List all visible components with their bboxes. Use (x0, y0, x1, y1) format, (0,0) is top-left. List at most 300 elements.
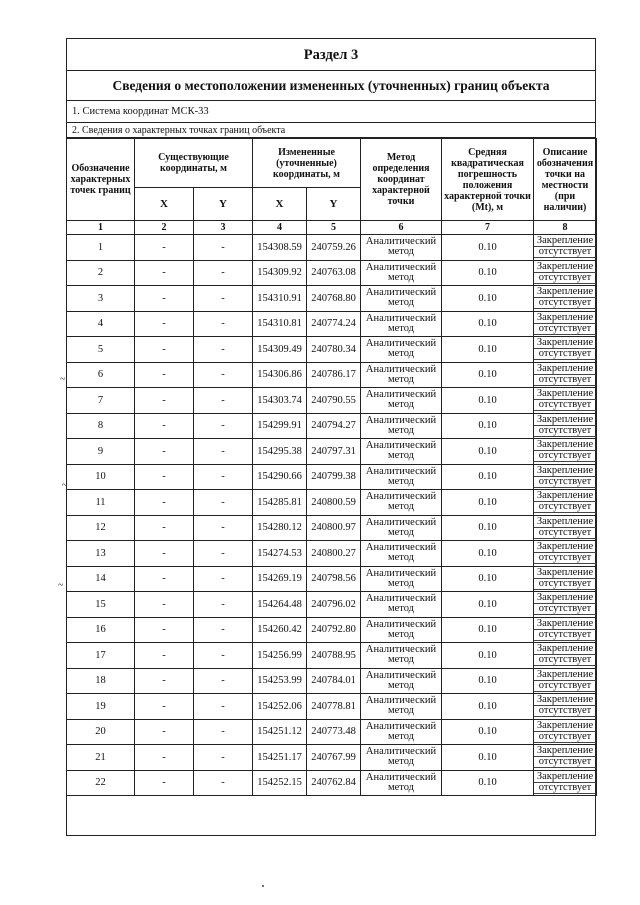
existing-y: - (194, 388, 253, 414)
accuracy-value: 0.10 (442, 541, 534, 567)
description-cell (534, 515, 597, 541)
accuracy-value: 0.10 (442, 566, 534, 592)
existing-y: - (194, 286, 253, 312)
table-row (67, 541, 597, 567)
changed-y: 240784.01 (307, 668, 361, 694)
description-line: Закрепление (536, 770, 594, 782)
method-cell (361, 490, 442, 516)
existing-y: - (194, 541, 253, 567)
method-line: метод (387, 348, 415, 360)
method-line: метод (387, 679, 415, 691)
accuracy-value: 0.10 (442, 413, 534, 439)
method-cell (361, 260, 442, 286)
method-line: Аналитический (365, 338, 437, 350)
accuracy-value: 0.10 (442, 490, 534, 516)
point-number: 2 (67, 260, 135, 286)
changed-y: 240774.24 (307, 311, 361, 337)
method-line: метод (387, 322, 415, 334)
existing-y: - (194, 235, 253, 261)
existing-x: - (135, 515, 194, 541)
changed-y: 240759.26 (307, 235, 361, 261)
description-line: отсутствует (534, 552, 596, 564)
changed-x: 154309.92 (253, 260, 307, 286)
changed-y: 240780.34 (307, 337, 361, 363)
changed-y: 240800.97 (307, 515, 361, 541)
method-line: метод (387, 246, 415, 258)
existing-x: - (135, 388, 194, 414)
table-row (67, 337, 597, 363)
method-line: метод (387, 399, 415, 411)
method-line: метод (387, 424, 415, 436)
point-number: 21 (67, 745, 135, 771)
method-line: Аналитический (365, 644, 437, 656)
description-cell (534, 439, 597, 465)
table-row (67, 490, 597, 516)
method-line: Аналитический (365, 363, 437, 375)
existing-x: - (135, 439, 194, 465)
existing-y: - (194, 337, 253, 363)
existing-x: - (135, 286, 194, 312)
existing-y: - (194, 617, 253, 643)
accuracy-value: 0.10 (442, 388, 534, 414)
existing-y: - (194, 566, 253, 592)
description-line: отсутствует (534, 450, 596, 462)
table-row (67, 745, 597, 771)
header-changed-coords: Измененные (уточненные) координаты, м (253, 139, 361, 188)
existing-x: - (135, 541, 194, 567)
page-speck (262, 885, 264, 887)
table-row (67, 566, 597, 592)
method-cell (361, 388, 442, 414)
existing-x: - (135, 592, 194, 618)
description-line: Закрепление (536, 362, 594, 374)
method-line: метод (387, 705, 415, 717)
method-cell (361, 439, 442, 465)
description-line: отсутствует (534, 348, 596, 360)
existing-x: - (135, 235, 194, 261)
description-cell (534, 643, 597, 669)
description-cell (534, 413, 597, 439)
method-line: Аналитический (365, 746, 437, 758)
changed-x: 154253.99 (253, 668, 307, 694)
header-existing-coords: Существующие координаты, м (135, 139, 253, 188)
description-cell (534, 464, 597, 490)
accuracy-value: 0.10 (442, 515, 534, 541)
points-section-line: 2. Сведения о характерных точках границ объекта (67, 123, 595, 138)
existing-x: - (135, 362, 194, 388)
method-cell (361, 719, 442, 745)
description-cell (534, 311, 597, 337)
table-row (67, 235, 597, 261)
method-line: Аналитический (365, 516, 437, 528)
method-line: Аналитический (365, 542, 437, 554)
description-cell (534, 260, 597, 286)
point-number: 17 (67, 643, 135, 669)
existing-x: - (135, 617, 194, 643)
column-number: 3 (194, 221, 253, 235)
table-row (67, 643, 597, 669)
changed-y: 240799.38 (307, 464, 361, 490)
changed-x: 154310.81 (253, 311, 307, 337)
accuracy-value: 0.10 (442, 617, 534, 643)
existing-y: - (194, 362, 253, 388)
table-row (67, 388, 597, 414)
description-line: отсутствует (534, 272, 596, 284)
point-number: 7 (67, 388, 135, 414)
existing-y: - (194, 311, 253, 337)
changed-y: 240788.95 (307, 643, 361, 669)
description-cell (534, 388, 597, 414)
description-line: Закрепление (536, 235, 594, 247)
accuracy-value: 0.10 (442, 668, 534, 694)
point-number: 18 (67, 668, 135, 694)
existing-x: - (135, 694, 194, 720)
description-line: Закрепление (536, 668, 594, 680)
margin-mark: ~ (58, 580, 64, 591)
header-method: Метод определения координат характерной точки (361, 139, 442, 221)
changed-x: 154295.38 (253, 439, 307, 465)
changed-y: 240796.02 (307, 592, 361, 618)
header-description: Описание обозначения точки на местности (при наличии) (534, 139, 597, 221)
description-line: отсутствует (534, 629, 596, 641)
accuracy-value: 0.10 (442, 694, 534, 720)
changed-x: 154280.12 (253, 515, 307, 541)
coordinate-system-line: 1. Система координат МСК-33 (67, 101, 595, 123)
accuracy-value: 0.10 (442, 286, 534, 312)
point-number: 16 (67, 617, 135, 643)
point-number: 9 (67, 439, 135, 465)
changed-y: 240786.17 (307, 362, 361, 388)
existing-x: - (135, 311, 194, 337)
changed-x: 154269.19 (253, 566, 307, 592)
table-row (67, 515, 597, 541)
changed-y: 240794.27 (307, 413, 361, 439)
existing-y: - (194, 490, 253, 516)
existing-x: - (135, 643, 194, 669)
existing-y: - (194, 592, 253, 618)
description-cell (534, 235, 597, 261)
changed-x: 154252.15 (253, 770, 307, 796)
method-cell (361, 770, 442, 796)
method-cell (361, 413, 442, 439)
table-row (67, 260, 597, 286)
description-line: Закрепление (536, 643, 594, 655)
description-line: Закрепление (536, 260, 594, 272)
method-line: метод (387, 628, 415, 640)
existing-x: - (135, 770, 194, 796)
column-number: 8 (534, 221, 597, 235)
method-line: Аналитический (365, 312, 437, 324)
description-line: отсутствует (534, 578, 596, 590)
accuracy-value: 0.10 (442, 592, 534, 618)
description-line: Закрепление (536, 439, 594, 451)
existing-y: - (194, 694, 253, 720)
existing-y: - (194, 719, 253, 745)
method-line: Аналитический (365, 771, 437, 783)
changed-x: 154252.06 (253, 694, 307, 720)
method-cell (361, 617, 442, 643)
description-line: Закрепление (536, 413, 594, 425)
table-row (67, 770, 597, 796)
changed-y: 240800.59 (307, 490, 361, 516)
method-line: метод (387, 526, 415, 538)
changed-y: 240762.84 (307, 770, 361, 796)
method-cell (361, 541, 442, 567)
existing-y: - (194, 464, 253, 490)
method-cell (361, 337, 442, 363)
header-point-name: Обозначение характерных точек границ (67, 139, 135, 221)
method-line: Аналитический (365, 695, 437, 707)
column-number-row (67, 221, 597, 235)
existing-y: - (194, 643, 253, 669)
point-number: 3 (67, 286, 135, 312)
method-line: метод (387, 373, 415, 385)
accuracy-value: 0.10 (442, 362, 534, 388)
column-number: 2 (135, 221, 194, 235)
point-number: 13 (67, 541, 135, 567)
existing-y: - (194, 439, 253, 465)
method-cell (361, 592, 442, 618)
column-number: 4 (253, 221, 307, 235)
point-number: 6 (67, 362, 135, 388)
description-line: отсутствует (534, 425, 596, 437)
method-line: Аналитический (365, 389, 437, 401)
accuracy-value: 0.10 (442, 719, 534, 745)
method-cell (361, 566, 442, 592)
method-cell (361, 745, 442, 771)
description-line: отсутствует (534, 731, 596, 743)
table-row (67, 617, 597, 643)
existing-x: - (135, 719, 194, 745)
method-cell (361, 311, 442, 337)
existing-y: - (194, 260, 253, 286)
method-cell (361, 362, 442, 388)
changed-y: 240798.56 (307, 566, 361, 592)
description-line: отсутствует (534, 374, 596, 386)
point-number: 1 (67, 235, 135, 261)
method-cell (361, 668, 442, 694)
changed-x: 154303.74 (253, 388, 307, 414)
description-line: отсутствует (534, 297, 596, 309)
existing-y: - (194, 745, 253, 771)
changed-x: 154306.86 (253, 362, 307, 388)
description-cell (534, 694, 597, 720)
description-line: Закрепление (536, 337, 594, 349)
existing-y: - (194, 668, 253, 694)
description-cell (534, 745, 597, 771)
method-cell (361, 235, 442, 261)
accuracy-value: 0.10 (442, 745, 534, 771)
point-number: 20 (67, 719, 135, 745)
section-title: Раздел 3 (67, 39, 595, 71)
changed-y: 240768.80 (307, 286, 361, 312)
method-line: метод (387, 297, 415, 309)
table-row (67, 694, 597, 720)
header-changed-y: Y (307, 188, 361, 221)
method-line: метод (387, 475, 415, 487)
column-number: 1 (67, 221, 135, 235)
table-row (67, 439, 597, 465)
existing-x: - (135, 337, 194, 363)
description-line: отсутствует (534, 323, 596, 335)
description-cell (534, 592, 597, 618)
changed-x: 154308.59 (253, 235, 307, 261)
existing-y: - (194, 515, 253, 541)
changed-x: 154251.17 (253, 745, 307, 771)
description-cell (534, 668, 597, 694)
existing-x: - (135, 464, 194, 490)
description-line: Закрепление (536, 515, 594, 527)
method-line: метод (387, 756, 415, 768)
point-number: 19 (67, 694, 135, 720)
description-line: Закрепление (536, 541, 594, 553)
method-cell (361, 515, 442, 541)
description-line: отсутствует (534, 680, 596, 692)
column-number: 5 (307, 221, 361, 235)
description-line: отсутствует (534, 654, 596, 666)
table-row (67, 362, 597, 388)
method-line: Аналитический (365, 669, 437, 681)
changed-y: 240763.08 (307, 260, 361, 286)
method-line: метод (387, 577, 415, 589)
description-line: Закрепление (536, 745, 594, 757)
description-line: Закрепление (536, 388, 594, 400)
method-line: Аналитический (365, 618, 437, 630)
existing-x: - (135, 413, 194, 439)
description-line: отсутствует (534, 501, 596, 513)
document-title: Сведения о местоположении измененных (уточненных) границ объекта (67, 71, 595, 101)
accuracy-value: 0.10 (442, 439, 534, 465)
changed-x: 154309.49 (253, 337, 307, 363)
method-line: Аналитический (365, 440, 437, 452)
existing-x: - (135, 260, 194, 286)
description-line: Закрепление (536, 286, 594, 298)
description-line: отсутствует (534, 476, 596, 488)
existing-x: - (135, 745, 194, 771)
table-row (67, 311, 597, 337)
method-line: метод (387, 501, 415, 513)
table-row (67, 464, 597, 490)
description-line: отсутствует (534, 756, 596, 768)
header-changed-x: X (253, 188, 307, 221)
changed-x: 154310.91 (253, 286, 307, 312)
method-line: метод (387, 730, 415, 742)
description-line: Закрепление (536, 592, 594, 604)
description-cell (534, 719, 597, 745)
description-line: Закрепление (536, 311, 594, 323)
changed-y: 240773.48 (307, 719, 361, 745)
point-number: 8 (67, 413, 135, 439)
method-cell (361, 694, 442, 720)
accuracy-value: 0.10 (442, 770, 534, 796)
description-line: Закрепление (536, 490, 594, 502)
method-cell (361, 286, 442, 312)
changed-x: 154299.91 (253, 413, 307, 439)
changed-y: 240790.55 (307, 388, 361, 414)
description-cell (534, 566, 597, 592)
changed-y: 240767.99 (307, 745, 361, 771)
description-line: отсутствует (534, 246, 596, 258)
description-cell (534, 337, 597, 363)
method-line: Аналитический (365, 261, 437, 273)
description-cell (534, 617, 597, 643)
accuracy-value: 0.10 (442, 311, 534, 337)
method-line: Аналитический (365, 567, 437, 579)
method-line: Аналитический (365, 491, 437, 503)
description-line: отсутствует (534, 527, 596, 539)
existing-y: - (194, 413, 253, 439)
column-number: 7 (442, 221, 534, 235)
method-cell (361, 464, 442, 490)
header-accuracy: Средняя квадратическая погрешность положения характерной точки (Mt), м (442, 139, 534, 221)
description-line: Закрепление (536, 464, 594, 476)
changed-x: 154256.99 (253, 643, 307, 669)
method-cell (361, 643, 442, 669)
method-line: Аналитический (365, 593, 437, 605)
existing-y: - (194, 770, 253, 796)
table-row (67, 668, 597, 694)
header-existing-x: X (135, 188, 194, 221)
method-line: метод (387, 603, 415, 615)
method-line: Аналитический (365, 287, 437, 299)
changed-y: 240800.27 (307, 541, 361, 567)
method-line: метод (387, 654, 415, 666)
point-number: 4 (67, 311, 135, 337)
method-line: метод (387, 271, 415, 283)
point-number: 15 (67, 592, 135, 618)
accuracy-value: 0.10 (442, 235, 534, 261)
method-line: Аналитический (365, 720, 437, 732)
changed-x: 154274.53 (253, 541, 307, 567)
description-line: Закрепление (536, 566, 594, 578)
description-cell (534, 362, 597, 388)
table-row (67, 592, 597, 618)
changed-x: 154290.66 (253, 464, 307, 490)
description-cell (534, 770, 597, 796)
changed-x: 154260.42 (253, 617, 307, 643)
description-line: Закрепление (536, 617, 594, 629)
description-line: отсутствует (534, 782, 596, 794)
changed-x: 154264.48 (253, 592, 307, 618)
method-line: метод (387, 781, 415, 793)
description-cell (534, 286, 597, 312)
method-line: метод (387, 450, 415, 462)
changed-y: 240792.80 (307, 617, 361, 643)
changed-y: 240797.31 (307, 439, 361, 465)
description-cell (534, 541, 597, 567)
changed-x: 154285.81 (253, 490, 307, 516)
column-number: 6 (361, 221, 442, 235)
accuracy-value: 0.10 (442, 464, 534, 490)
description-line: отсутствует (534, 603, 596, 615)
description-cell (534, 490, 597, 516)
changed-x: 154251.12 (253, 719, 307, 745)
table-row (67, 413, 597, 439)
existing-x: - (135, 668, 194, 694)
point-number: 5 (67, 337, 135, 363)
method-line: метод (387, 552, 415, 564)
table-row (67, 286, 597, 312)
points-table (66, 138, 597, 796)
table-row (67, 719, 597, 745)
accuracy-value: 0.10 (442, 643, 534, 669)
accuracy-value: 0.10 (442, 337, 534, 363)
description-line: отсутствует (534, 705, 596, 717)
point-number: 10 (67, 464, 135, 490)
existing-x: - (135, 566, 194, 592)
description-line: отсутствует (534, 399, 596, 411)
existing-x: - (135, 490, 194, 516)
